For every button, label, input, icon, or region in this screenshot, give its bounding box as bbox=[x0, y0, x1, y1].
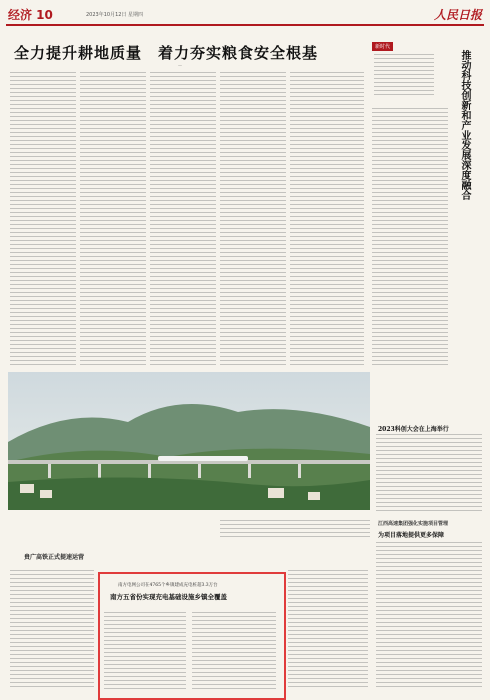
lower-left-text bbox=[10, 570, 94, 690]
railway-photo-illustration bbox=[8, 372, 370, 510]
issue-date: 2023年10月12日 星期四 bbox=[86, 12, 144, 18]
right-column-blurb bbox=[374, 54, 434, 98]
main-headline: 全力提升耕地质量 着力夯实粮食安全根基 bbox=[14, 44, 319, 62]
newspaper-logo: 人民日报 bbox=[433, 8, 482, 22]
highlighted-text-1 bbox=[104, 612, 186, 692]
text-column-4 bbox=[220, 72, 286, 368]
small-story-text bbox=[376, 542, 482, 688]
text-column-1 bbox=[10, 72, 76, 368]
section-label: 经济 10 bbox=[8, 8, 53, 22]
small-story-title: 为项目落地提供更多保障 bbox=[378, 532, 445, 539]
vertical-title: 推动科技创新和产业发展深度融合 bbox=[459, 50, 470, 200]
lower-middle-text bbox=[288, 570, 368, 690]
right-column-tag: 新时代 bbox=[372, 42, 393, 51]
text-column-2 bbox=[80, 72, 146, 368]
photo-caption-text bbox=[220, 520, 370, 538]
railway-photo bbox=[8, 372, 370, 510]
event-text bbox=[376, 434, 482, 514]
photo-caption: 贵广高铁正式提速运营 bbox=[24, 554, 85, 561]
text-column-5 bbox=[290, 72, 364, 368]
right-column-text bbox=[372, 108, 448, 368]
highlighted-text-2 bbox=[192, 612, 276, 692]
highlighted-title: 南方五省份实现充电基础设施乡镇全覆盖 bbox=[110, 593, 227, 601]
highlighted-kicker: 南方电网公司在4765个乡镇建成充电桩超3.3万台 bbox=[118, 583, 218, 588]
text-column-3 bbox=[150, 72, 216, 368]
main-byline: — bbox=[178, 62, 182, 67]
small-story-kicker: 江西高速集团强化实施项目管理 bbox=[378, 521, 449, 527]
event-title: 2023科创大会在上海举行 bbox=[378, 426, 449, 433]
page-header bbox=[6, 6, 484, 26]
